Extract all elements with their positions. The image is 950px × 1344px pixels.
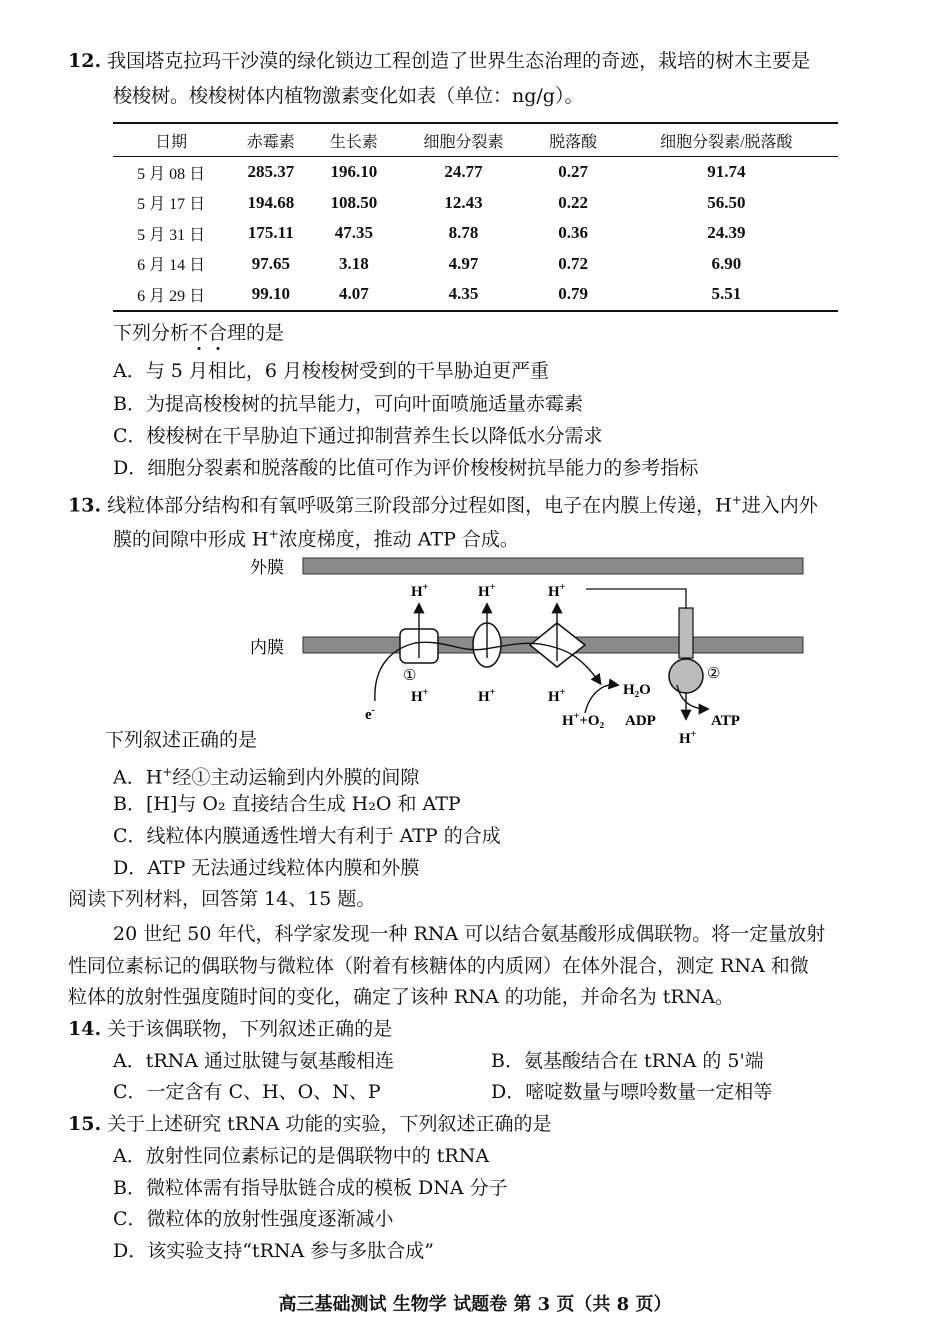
cell: 6.90 bbox=[711, 253, 742, 273]
cell: 12.43 bbox=[444, 192, 483, 212]
q14-stem-text: 关于该偶联物，下列叙述正确的是 bbox=[107, 1018, 393, 1040]
q13-number: 13. bbox=[68, 494, 102, 517]
proton-label-top-2: H+ bbox=[478, 582, 496, 600]
proton-label-synthase: H+ bbox=[679, 729, 697, 747]
water-arrow bbox=[585, 685, 617, 713]
proton-label-top-1: H+ bbox=[411, 582, 429, 600]
inner-membrane-label: 内膜 bbox=[250, 638, 284, 657]
cell: 47.35 bbox=[334, 223, 373, 243]
q15-option-d: D．该实验支持“tRNA 参与多肽合成” bbox=[113, 1240, 434, 1262]
q15-option-c: C．微粒体的放射性强度逐渐减小 bbox=[113, 1208, 394, 1230]
cell: 8.78 bbox=[448, 223, 479, 243]
q13-option-a bbox=[113, 760, 419, 789]
cell: 0.36 bbox=[558, 223, 589, 243]
cell: 5 月 17 日 bbox=[137, 196, 206, 214]
complex-1-label: ① bbox=[403, 668, 417, 684]
q13-option-c: C．线粒体内膜通透性增大有利于 ATP 的合成 bbox=[113, 825, 501, 847]
q13-stem-text1a: 线粒体部分结构和有氧呼吸第三阶段部分过程如图，电子在内膜上传递，H bbox=[107, 494, 732, 517]
q13-option-a-text1: A．H bbox=[113, 766, 163, 789]
q12-option-c: C．梭梭树在干旱胁迫下通过抑制营养生长以降低水分需求 bbox=[113, 425, 603, 447]
outer-membrane bbox=[303, 558, 803, 574]
cell: 0.27 bbox=[558, 162, 589, 182]
header-cytokinin: 细胞分裂素 bbox=[395, 123, 531, 157]
cell: 4.97 bbox=[448, 253, 479, 273]
header-gibberellin: 赤霉素 bbox=[229, 123, 312, 157]
cell: 91.74 bbox=[707, 162, 746, 182]
header-abscisic-acid: 脱落酸 bbox=[532, 123, 615, 157]
reading-paragraph-line3: 粒体的放射性强度随时间的变化，确定了该种 RNA 的功能，并命名为 tRNA。 bbox=[68, 986, 735, 1008]
reading-paragraph-line1: 20 世纪 50 年代，科学家发现一种 RNA 可以结合氨基酸形成偶联物。将一定量放射 bbox=[113, 923, 826, 945]
atp-label: ATP bbox=[711, 713, 740, 729]
cell: 24.77 bbox=[444, 162, 483, 182]
q15-number: 15. bbox=[68, 1113, 102, 1135]
q13-stem-text2b: 浓度梯度，推动 ATP 合成。 bbox=[278, 528, 519, 551]
adp-label: ADP bbox=[625, 713, 656, 729]
q14-option-c: C．一定含有 C、H、O、N、P bbox=[113, 1081, 381, 1103]
table-row bbox=[113, 279, 838, 311]
cell: 4.07 bbox=[312, 279, 395, 311]
q12-prompt bbox=[113, 321, 284, 345]
q13-stem-line2 bbox=[113, 522, 519, 551]
table-row bbox=[113, 188, 838, 219]
q12-stem-text1: 我国塔克拉玛干沙漠的绿化锁边工程创造了世界生态治理的奇迹，栽培的树木主要是 bbox=[107, 50, 811, 72]
cell: 3.18 bbox=[339, 253, 369, 273]
proton-label-bottom-2: H+ bbox=[478, 687, 496, 705]
electron-label: e- bbox=[365, 705, 376, 723]
cell: 56.50 bbox=[707, 192, 746, 212]
q12-option-d: D．细胞分裂素和脱落酸的比值可作为评价梭梭树抗旱能力的参考指标 bbox=[113, 457, 699, 479]
q13-stem-sup1: + bbox=[731, 493, 742, 507]
q13-stem-text2a: 膜的间隙中形成 H bbox=[113, 528, 269, 551]
q14-option-a: A．tRNA 通过肽键与氨基酸相连 bbox=[113, 1050, 395, 1072]
atp-synthase-stalk bbox=[679, 608, 693, 658]
q15-option-a: A．放射性同位素标记的是偶联物中的 tRNA bbox=[113, 1145, 490, 1167]
proton-return-path bbox=[586, 589, 686, 609]
q13-stem-text1b: 进入内外 bbox=[741, 494, 818, 517]
cell: 175.11 bbox=[247, 223, 294, 243]
table-row bbox=[113, 249, 838, 280]
mitochondria-diagram bbox=[245, 553, 815, 753]
proton-label-bottom-1: H+ bbox=[411, 687, 429, 705]
reading-intro: 阅读下列材料，回答第 14、15 题。 bbox=[68, 888, 376, 910]
q13-option-d: D．ATP 无法通过线粒体内膜和外膜 bbox=[113, 857, 420, 879]
atp-synthase-head bbox=[669, 659, 703, 693]
q12-option-a: A．与 5 月相比，6 月梭梭树受到的干旱胁迫更严重 bbox=[113, 360, 550, 382]
q13-prompt: 下列叙述正确的是 bbox=[105, 729, 258, 751]
cell: 196.10 bbox=[330, 162, 378, 182]
cell: 0.79 bbox=[532, 279, 615, 311]
hormone-table-header-row bbox=[113, 123, 838, 157]
outer-membrane-label: 外膜 bbox=[250, 558, 284, 577]
q12-prompt-emphasis-2: 合 bbox=[208, 322, 228, 344]
cell: 24.39 bbox=[707, 223, 746, 243]
header-ratio: 细胞分裂素/脱落酸 bbox=[615, 123, 838, 157]
q12-stem-line2: 梭梭树。梭梭树体内植物激素变化如表（单位：ng/g）。 bbox=[113, 85, 584, 107]
cell: 4.35 bbox=[395, 279, 531, 311]
cell: 6 月 14 日 bbox=[137, 257, 206, 275]
hormone-table bbox=[113, 122, 838, 312]
q14-number: 14. bbox=[68, 1018, 102, 1040]
cell: 99.10 bbox=[229, 279, 312, 311]
q12-prompt-emphasis-1: 不 bbox=[189, 322, 209, 344]
q13-stem-line1 bbox=[68, 488, 818, 517]
q15-stem-text: 关于上述研究 tRNA 功能的实验，下列叙述正确的是 bbox=[107, 1113, 552, 1135]
page-footer: 高三基础测试 生物学 试题卷 第 3 页（共 8 页） bbox=[278, 1294, 672, 1315]
q12-prompt-post: 理的是 bbox=[227, 322, 285, 344]
q13-option-b: B．[H]与 O₂ 直接结合生成 H₂O 和 ATP bbox=[113, 793, 461, 815]
q14-option-d: D．嘧啶数量与嘌呤数量一定相等 bbox=[491, 1081, 773, 1103]
reading-paragraph-line2: 性同位素标记的偶联物与微粒体（附着有核糖体的内质网）在体外混合，测定 RNA 和微 bbox=[68, 955, 809, 977]
proton-label-top-3: H+ bbox=[548, 582, 566, 600]
q12-option-b: B．为提高梭梭树的抗旱能力，可向叶面喷施适量赤霉素 bbox=[113, 393, 583, 415]
header-auxin: 生长素 bbox=[312, 123, 395, 157]
water-label: H₂O bbox=[623, 682, 651, 698]
cell: 5 月 31 日 bbox=[137, 226, 206, 244]
q15-stem bbox=[68, 1112, 551, 1136]
header-date: 日期 bbox=[113, 123, 229, 157]
cell: 5.51 bbox=[615, 279, 838, 311]
proton-label-bottom-3: H+ bbox=[548, 687, 566, 705]
q15-option-b: B．微粒体需有指导肽链合成的模板 DNA 分子 bbox=[113, 1177, 508, 1199]
q14-stem bbox=[68, 1017, 392, 1041]
q12-number: 12. bbox=[68, 50, 102, 72]
cell: 108.50 bbox=[330, 192, 378, 212]
q12-prompt-pre: 下列分析 bbox=[113, 322, 190, 344]
table-row bbox=[113, 157, 838, 188]
complex-2-label: ② bbox=[707, 666, 721, 682]
cell: 0.72 bbox=[558, 253, 589, 273]
q12-stem-line1 bbox=[68, 49, 810, 73]
cell: 97.65 bbox=[251, 253, 290, 273]
table-row bbox=[113, 218, 838, 249]
q13-option-a-text2: 经①主动运输到内外膜的间隙 bbox=[172, 766, 420, 789]
cell: 194.68 bbox=[247, 192, 295, 212]
q14-option-b: B．氨基酸结合在 tRNA 的 5'端 bbox=[491, 1050, 764, 1072]
cell: 5 月 08 日 bbox=[137, 165, 206, 183]
cell: 285.37 bbox=[247, 162, 295, 182]
cell: 0.22 bbox=[558, 192, 589, 212]
proton-oxygen-label: H++O₂ bbox=[562, 711, 605, 729]
cell: 6 月 29 日 bbox=[113, 279, 229, 311]
q13-stem-sup2: + bbox=[268, 527, 279, 541]
q13-option-a-sup: + bbox=[162, 765, 173, 779]
